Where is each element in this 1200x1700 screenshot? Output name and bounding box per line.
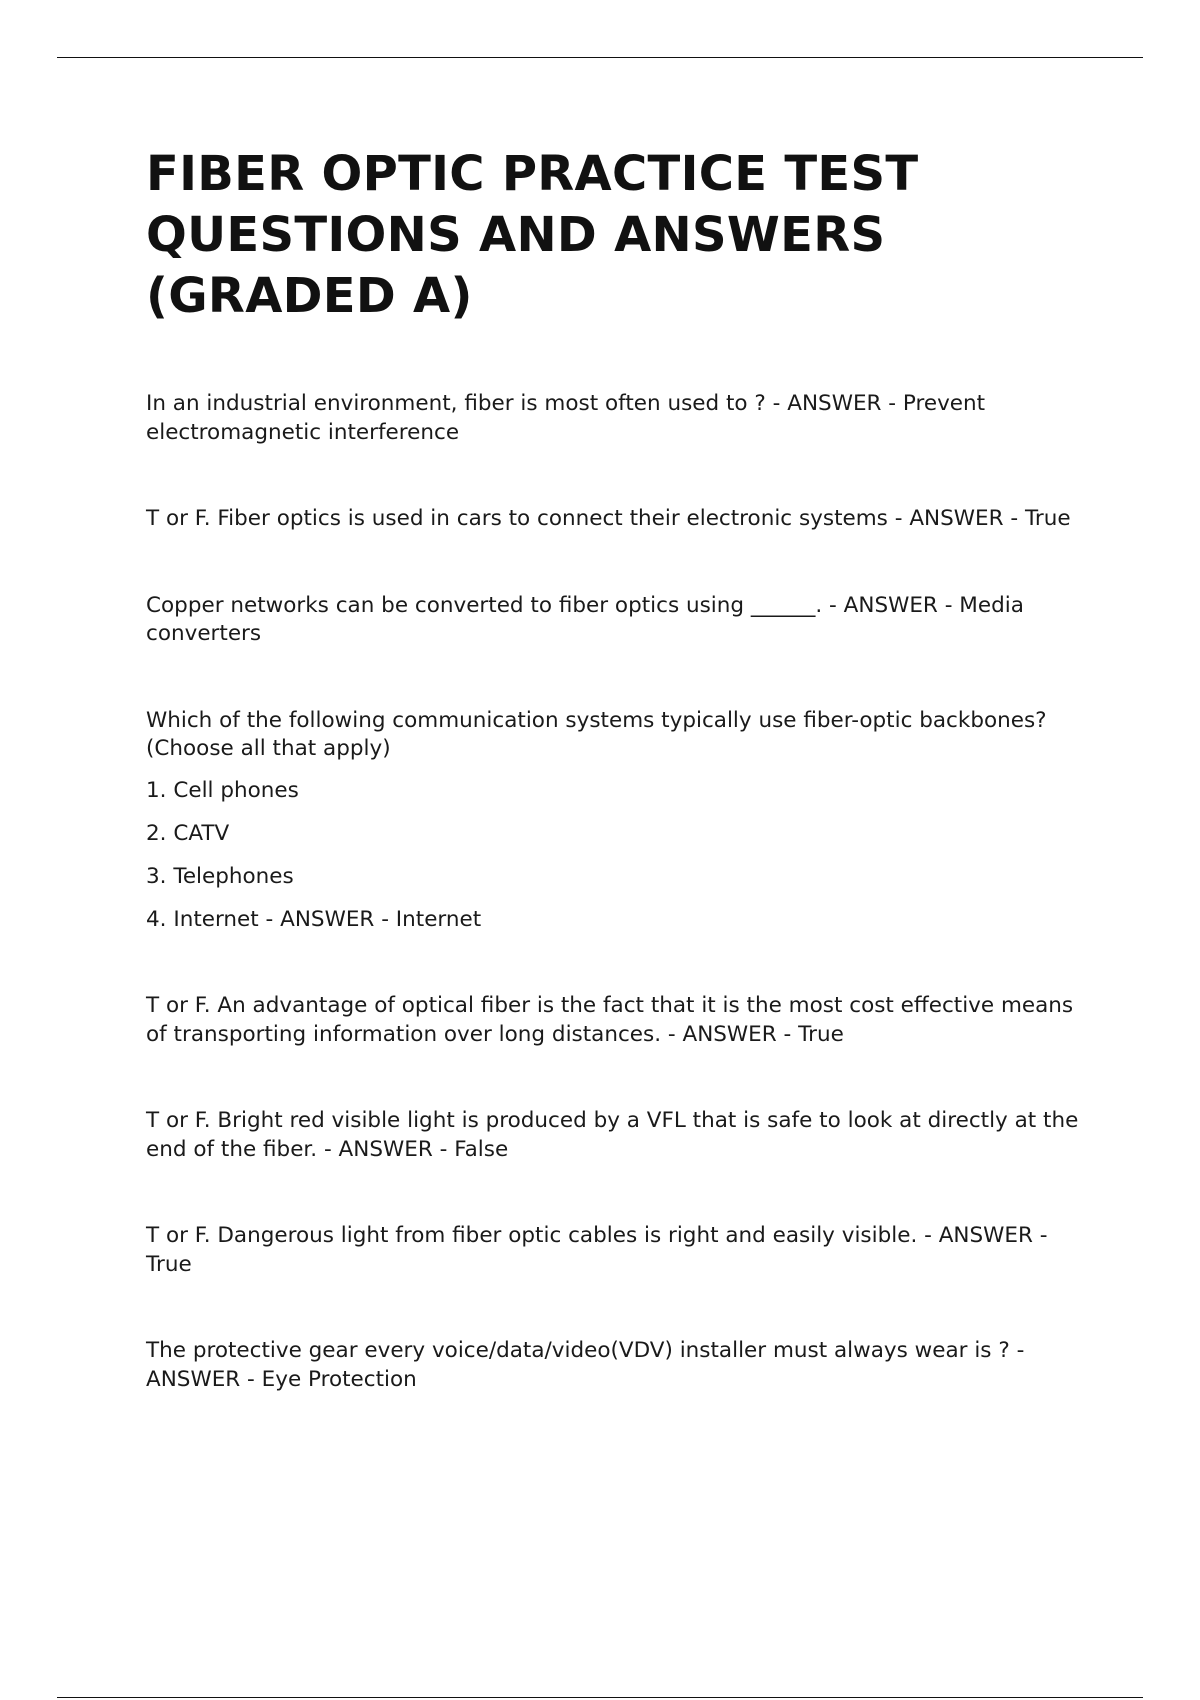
question-text: T or F. An advantage of optical fiber is the fact that it is the most cost effective means of transporting information over long distances. - ANSWER - True bbox=[146, 993, 1074, 1047]
question-item-6 bbox=[146, 1107, 1081, 1164]
answer-option: 4. Internet - ANSWER - Internet bbox=[146, 906, 482, 932]
question-text: Copper networks can be converted to fiber optics using ______. - ANSWER - Media converters bbox=[146, 592, 1024, 646]
bottom-divider bbox=[57, 1697, 1143, 1698]
answer-options bbox=[146, 777, 1081, 935]
question-item-7 bbox=[146, 1222, 1081, 1279]
document-body bbox=[146, 144, 1081, 1452]
question-text: T or F. Bright red visible light is produced by a VFL that is safe to look at directly at the end of the fiber. - ANSWER - False bbox=[146, 1108, 1079, 1162]
question-text: The protective gear every voice/data/video(VDV) installer must always wear is ? - ANSWER - Eye Protection bbox=[146, 1338, 1025, 1392]
answer-option: 3. Telephones bbox=[146, 863, 294, 889]
answer-option: 2. CATV bbox=[146, 820, 230, 846]
question-item-4 bbox=[146, 707, 1081, 935]
question-item-1 bbox=[146, 390, 1081, 447]
question-item-5 bbox=[146, 992, 1081, 1049]
answer-option: 1. Cell phones bbox=[146, 777, 299, 803]
document-title: FIBER OPTIC PRACTICE TEST QUESTIONS AND ANSWERS (GRADED A) bbox=[146, 146, 919, 324]
top-divider bbox=[57, 57, 1143, 58]
question-item-2 bbox=[146, 505, 1081, 534]
question-item-8 bbox=[146, 1337, 1081, 1394]
question-text: Which of the following communication systems typically use fiber-optic backbones? (Choose all that apply) bbox=[146, 707, 1047, 761]
question-item-3 bbox=[146, 592, 1081, 649]
question-text: T or F. Fiber optics is used in cars to connect their electronic systems - ANSWER - True bbox=[146, 506, 1071, 531]
question-list bbox=[146, 390, 1081, 1394]
question-text: T or F. Dangerous light from fiber optic cables is right and easily visible. - ANSWER - True bbox=[146, 1223, 1048, 1277]
question-text: In an industrial environment, fiber is most often used to ? - ANSWER - Prevent electromagnetic interference bbox=[146, 391, 986, 445]
